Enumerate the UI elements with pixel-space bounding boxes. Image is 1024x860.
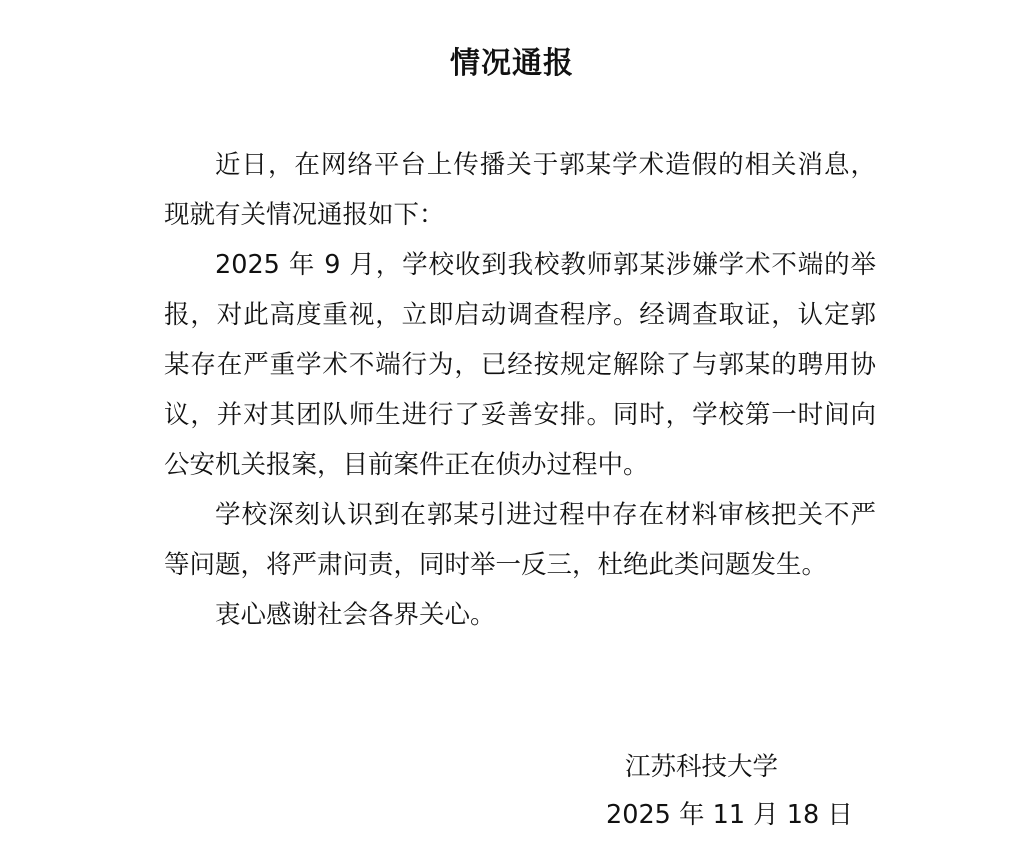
signature-date: 2025 年 11 月 18 日: [606, 800, 853, 830]
document-title: 情况通报: [450, 46, 574, 81]
paragraph-intro: 近日，在网络平台上传播关于郭某学术造假的相关消息，现就有关情况通报如下：: [164, 150, 876, 230]
signature-organization: 江苏科技大学: [625, 752, 779, 782]
paragraph-thanks: 衷心感谢社会各界关心。: [215, 600, 496, 630]
document-body: [164, 140, 876, 640]
paragraph-accountability: 学校深刻认识到在郭某引进过程中存在材料审核把关不严等问题，将严肃问责，同时举一反三，杜绝此类问题发生。: [164, 500, 876, 580]
paragraph-investigation: 2025 年 9 月，学校收到我校教师郭某涉嫌学术不端的举报，对此高度重视，立即启动调查程序。经调查取证，认定郭某存在严重学术不端行为，已经按规定解除了与郭某的聘用协议，并对其团队师生进行了妥善安排。同时，学校第一时间向公安机关报案，目前案件正在侦办过程中。: [164, 250, 876, 480]
